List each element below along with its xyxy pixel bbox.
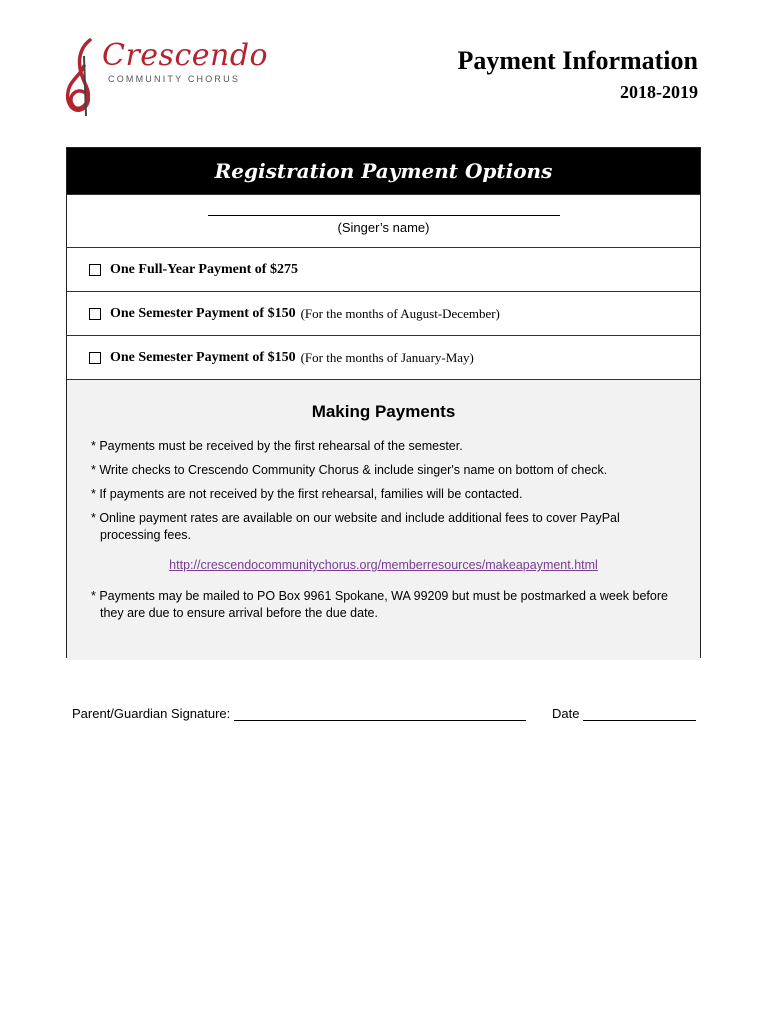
payment-link[interactable]: http://crescendocommunitychorus.org/memberresources/makeapayment.html [169,558,598,572]
date-label: Date [552,706,580,721]
option-semester-spring [67,335,700,379]
making-payments-title: Making Payments [311,402,456,421]
date-field [552,706,696,721]
registration-heading: Registration Payment Options [67,148,700,194]
making-payments-section [67,379,700,660]
option-label: One Semester Payment of $150 [110,349,296,365]
option-label: One Semester Payment of $150 [110,305,296,321]
singer-name-field[interactable] [208,215,560,216]
payment-note: * Payments must be received by the first rehearsal of the semester. [91,439,463,453]
option-note: (For the months of January-May) [300,349,474,365]
checkbox-semester-spring[interactable] [89,352,101,364]
signature-line[interactable] [234,706,526,721]
option-note: (For the months of August-December) [300,305,500,321]
option-semester-fall [67,291,700,335]
date-line[interactable] [583,706,696,721]
checkbox-semester-fall[interactable] [89,308,101,320]
payment-note: * Write checks to Crescendo Community Chorus & include singer's name on bottom of check. [91,463,608,477]
mail-note: * Payments may be mailed to PO Box 9961 Spokane, WA 99209 but must be postmarked a week before they are due to ensure arrival before the due date. [91,589,668,620]
school-year: 2018-2019 [620,82,698,102]
registration-box [66,147,701,658]
payment-note: * Online payment rates are available on our website and include additional fees to cover PayPal processing fees. [91,511,620,542]
signature-field [72,706,526,721]
page-title: Payment Information [457,46,698,75]
option-label: One Full-Year Payment of $275 [110,261,298,277]
treble-clef-icon [64,36,104,118]
crescendo-logo [64,36,269,118]
checkbox-full-year[interactable] [89,264,101,276]
singer-name-row [67,194,700,247]
singer-name-label: (Singer’s name) [337,220,430,235]
logo-name: Crescendo [102,38,269,73]
payment-note: * If payments are not received by the first rehearsal, families will be contacted. [91,487,523,501]
logo-subtitle: COMMUNITY CHORUS [108,74,241,84]
option-full-year [67,247,700,291]
signature-label: Parent/Guardian Signature: [72,706,231,721]
